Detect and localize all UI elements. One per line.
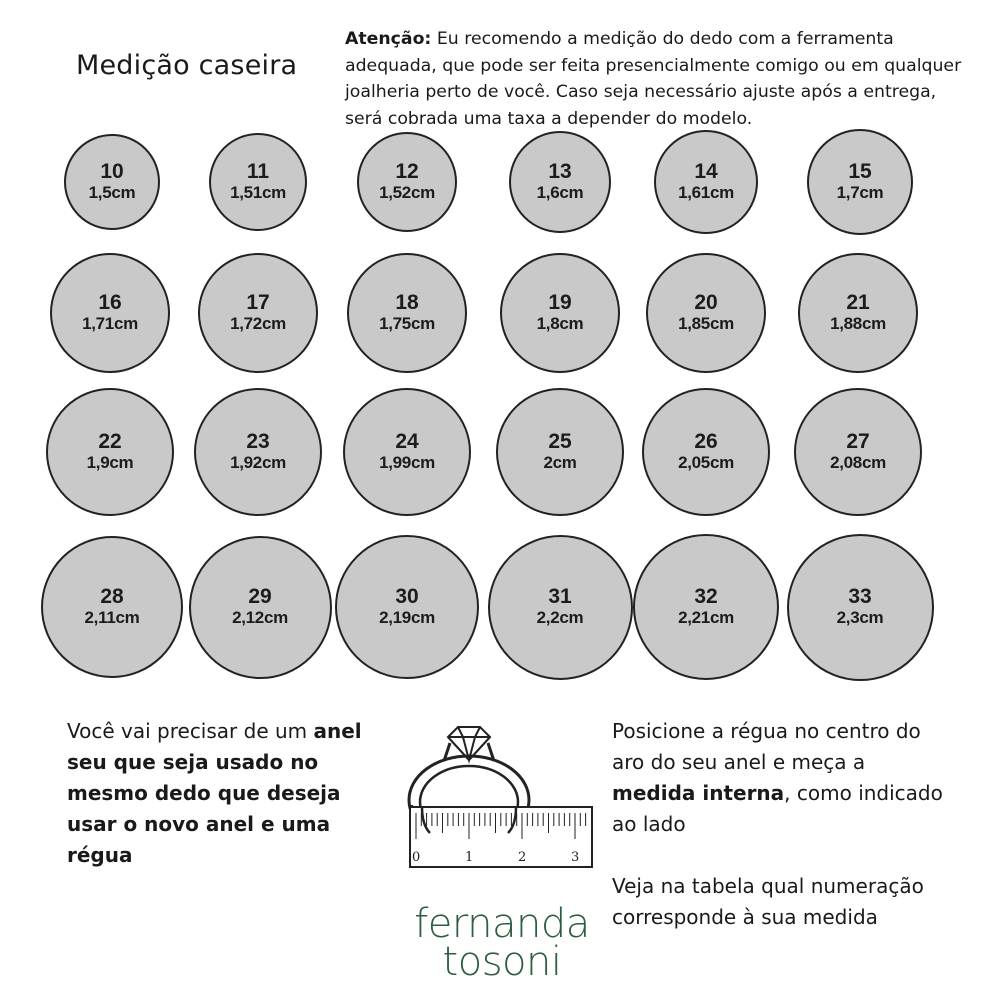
ring-size-diameter: 1,7cm xyxy=(836,183,884,202)
ring-size-12 xyxy=(357,132,457,232)
page-title: Medição caseira xyxy=(76,50,298,81)
ring-size-diameter: 2,21cm xyxy=(678,608,734,627)
brand-logo xyxy=(412,901,592,985)
ring-size-diameter: 1,99cm xyxy=(379,453,435,472)
ring-size-32 xyxy=(633,534,779,680)
ring-size-number: 28 xyxy=(100,585,124,608)
ring-size-number: 19 xyxy=(548,291,572,314)
ruler-label: 2 xyxy=(518,850,527,865)
requirements-plain: Você vai precisar de um xyxy=(67,719,314,743)
ring-size-28 xyxy=(41,536,183,678)
ring-size-diameter: 1,5cm xyxy=(88,183,136,202)
ring-size-number: 11 xyxy=(246,160,270,183)
ring-size-11 xyxy=(209,133,307,231)
requirements-bold: anel seu que seja usado no mesmo dedo que deseja usar o novo anel e uma régua xyxy=(67,719,362,867)
ring-size-diameter: 2,11cm xyxy=(84,608,140,627)
ring-size-number: 26 xyxy=(694,430,718,453)
ring-size-diameter: 1,6cm xyxy=(536,183,584,202)
ring-size-17 xyxy=(198,253,318,373)
ring-size-number: 18 xyxy=(395,291,419,314)
ring-size-diameter: 2,12cm xyxy=(232,608,288,627)
ring-size-number: 29 xyxy=(248,585,272,608)
ring-size-number: 24 xyxy=(395,430,419,453)
ring-size-number: 32 xyxy=(694,585,718,608)
ruler-label: 1 xyxy=(465,850,474,865)
ring-size-25 xyxy=(496,388,624,516)
ring-size-diameter: 2,2cm xyxy=(536,608,584,627)
attention-label: Atenção: xyxy=(345,29,432,49)
ring-size-diameter: 2,19cm xyxy=(379,608,435,627)
ring-size-21 xyxy=(798,253,918,373)
ring-size-10 xyxy=(64,134,160,230)
ring-size-number: 23 xyxy=(246,430,270,453)
ring-size-number: 33 xyxy=(848,585,872,608)
ring-size-27 xyxy=(794,388,922,516)
ring-size-33 xyxy=(787,534,934,681)
ring-size-diameter: 1,8cm xyxy=(536,314,584,333)
instructions-paragraph-2: Veja na tabela qual numeração corresponde à sua medida xyxy=(612,874,924,929)
ring-size-number: 22 xyxy=(98,430,122,453)
ring-size-30 xyxy=(335,535,479,679)
instructions-paragraph-1 xyxy=(612,716,952,840)
ring-size-number: 10 xyxy=(100,160,124,183)
ring-size-diameter: 2,05cm xyxy=(678,453,734,472)
ring-size-number: 21 xyxy=(846,291,870,314)
ring-size-number: 27 xyxy=(846,430,870,453)
ring-size-20 xyxy=(646,253,766,373)
instructions-p1-tail: , como indicado ao lado xyxy=(612,781,943,836)
ring-size-diameter: 1,52cm xyxy=(379,183,435,202)
ring-size-23 xyxy=(194,388,322,516)
ring-size-19 xyxy=(500,253,620,373)
ring-size-number: 30 xyxy=(395,585,419,608)
ring-size-22 xyxy=(46,388,174,516)
ring-size-diameter: 1,88cm xyxy=(830,314,886,333)
ring-size-26 xyxy=(642,388,770,516)
ring-size-15 xyxy=(807,129,913,235)
ring-size-diameter: 2,08cm xyxy=(830,453,886,472)
ring-size-31 xyxy=(488,535,633,680)
ring-size-13 xyxy=(509,131,611,233)
attention-notice xyxy=(345,26,965,132)
ring-size-diameter: 1,85cm xyxy=(678,314,734,333)
ring-size-diameter: 1,51cm xyxy=(230,183,286,202)
ring-size-diameter: 1,75cm xyxy=(379,314,435,333)
ruler-label: 0 xyxy=(412,850,421,865)
ring-with-ruler-icon xyxy=(400,715,600,884)
instructions-p1-plain: Posicione a régua no centro do aro do seu anel e meça a xyxy=(612,719,921,774)
ring-size-29 xyxy=(189,536,332,679)
attention-text: Eu recomendo a medição do dedo com a ferramenta adequada, que pode ser feita presencialmente comigo ou em qualquer joalheria perto de você. Caso seja necessário ajuste após a entrega, será cobrada uma taxa a depender do modelo. xyxy=(345,29,962,129)
ruler-label: 3 xyxy=(571,850,580,865)
ring-size-diameter: 1,71cm xyxy=(82,314,138,333)
ring-size-18 xyxy=(347,253,467,373)
brand-logo-line1: fernanda xyxy=(414,901,590,947)
ring-size-diameter: 1,61cm xyxy=(678,183,734,202)
ring-size-number: 31 xyxy=(548,585,572,608)
ring-size-16 xyxy=(50,253,170,373)
ring-size-diameter: 1,9cm xyxy=(86,453,134,472)
ring-size-diameter: 2,3cm xyxy=(836,608,884,627)
ring-size-diameter: 1,92cm xyxy=(230,453,286,472)
instructions-p1-bold: medida interna xyxy=(612,781,785,805)
ring-size-number: 16 xyxy=(98,291,122,314)
ring-size-number: 17 xyxy=(246,291,270,314)
ring-size-24 xyxy=(343,388,471,516)
ring-size-number: 25 xyxy=(548,430,572,453)
ring-size-number: 15 xyxy=(848,160,872,183)
ring-size-diameter: 2cm xyxy=(543,453,577,472)
ring-size-number: 13 xyxy=(548,160,572,183)
instructions-text xyxy=(612,716,952,933)
ring-size-number: 12 xyxy=(395,160,419,183)
requirements-text xyxy=(67,716,367,871)
ring-size-number: 20 xyxy=(694,291,718,314)
ring-size-diameter: 1,72cm xyxy=(230,314,286,333)
ring-size-number: 14 xyxy=(694,160,718,183)
ring-size-14 xyxy=(654,130,758,234)
brand-logo-line2: tosoni xyxy=(442,939,562,985)
